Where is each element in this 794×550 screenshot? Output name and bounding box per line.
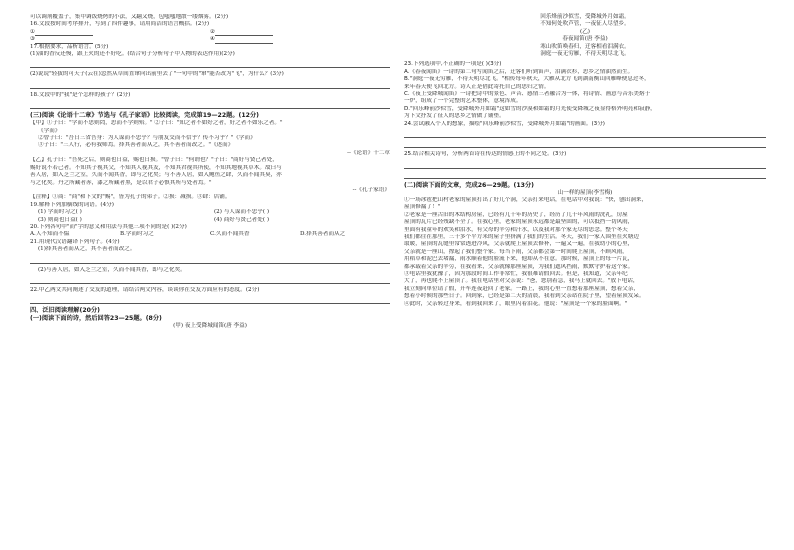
section-4-heading: 四、泛旧阅读理解(20分) [30,307,100,315]
option-b[interactable]: B.学而时习之 [120,231,154,238]
paragraph-line: 都承载着父亲的辛劳，在我看来，父亲就像那座屋顶，为我们遮风挡雨，默默守护着这个家。 [404,263,634,270]
poem-yi-label: (乙) [580,28,590,35]
q19-items-2: (3) 则商也日益( ) (4) 商好与贤己者处( ) [38,216,270,223]
poem-yi-line-2: 洞庭一夜无穷雁，不待天明尽北飞。 [540,51,630,58]
text-yi-2: 赐好说不若己者。不知其子视其父，不知其人视其友，不知其君视其所使，不知其地视其草木。故曰与 [30,164,282,171]
paragraph-line: 父亲就是一座山，撑起了我们整个家。每当下雨，父亲都会第一时间爬上屋顶，不顾风雨， [404,248,628,255]
paragraph-line: 我们都住在那里，三十多个平方米的屋子里挤满了我们的生活。冬天，我们一家人围坐在火塘边 [404,233,639,240]
q23-option-d-cont: 为下文抒发了征人的思乡之情做了铺垫。 [404,113,505,120]
text-jia-1: 【甲】①子曰："学而不思则罔，思而不学则殆。" ②子曰："知之者不如好之者，好之者不如乐之者。" [30,120,283,127]
poem-jia-title: (甲) 夜上受降城闻笛(唐 李益) [173,323,247,330]
q16-answers-1: ① ② [30,29,390,36]
paragraph-line: 用稻草和泥巴去堵漏，雨水顺着他的脸流下来，他却从不在意。那时候，屋顶上的每一片瓦， [404,256,634,263]
q23-option-b[interactable]: B."洞庭一夜无穷雁，不待天明尽北飞。"相传每年秋天，大雁从北方飞到湖南衡山回雁峰便息过冬， [404,76,650,83]
text-yi-4: 与之化矣。丹之所藏者赤，漆之所藏者黑，是以君子必慎其所与处者焉。" [30,179,212,186]
annotation: 【注释】①商："商"和下文的"赐"，皆为孔子的弟子。②损：减损。③肆：店铺。 [30,194,231,201]
right-column [404,14,766,308]
q23-option-b-cont: 来年春天便飞回北方。诗人正是借此寄托自己的思归之情。 [404,83,550,90]
text-jia-2: 《学而》 [38,127,61,134]
option-d[interactable]: D.择其善者而从之 [300,231,346,238]
section-3-heading: (三)阅读《论语十二章》节选与《孔子家语》比较阅读，完成第19—22题。(12分) [30,112,259,120]
text-jia-source: --《论语》十二章 [347,149,390,156]
question-22: 22.甲乙两文共同阐述了交友的道理，请结合两文内容，谈谈你在交友方面应有的态度。(2分) [30,286,260,293]
q23-option-c-cont: 一炉，组成了一个完整的艺术整体，意境浑成。 [404,98,522,105]
q23-option-c[interactable]: C.《夜上受降城闻笛》一诗把诗中的景色、声音、感情三者融合为一体，将诗情、画意与音乐美熔于 [404,91,651,98]
answer-line[interactable] [404,138,766,148]
paragraph-line: 里面有我童年的欢笑和泪水，有父母的辛劳和汗水，以及我对那个家无尽的思念。整个冬天 [404,226,628,233]
question-20: 20.下列各句中"而"字的意义和用法与其他三项不同的是( )(2分) [30,223,187,230]
question-23: 23.下列选项中,不正确的一项是( )(3分) [404,61,502,68]
text-yi-3: 善人居，如入芝兰之室，久而不闻其香，即与之化矣；与不善人居，如入鲍鱼之肆，久而不闻其臭，亦 [30,172,282,179]
answer-line[interactable] [404,159,766,169]
question-21: 21.用现代汉语翻译下列句子。(4分) [30,238,120,245]
section-4-1-heading: (一)阅读下面的诗，然后回答23—25题。(8分) [30,315,162,323]
left-column [30,14,390,331]
paragraph-line: 大了，再也爬不上屋顶了。我在电话里对父亲说："爸，您别着急，我马上就回去。"放下电话， [404,278,639,285]
q23-option-a[interactable]: A.《春夜闻笛》一诗的第二句写闻笛之后，迁客们听到笛声，泪满衣衫，思乡之情油然而生。 [404,68,634,75]
answer-line[interactable] [30,254,390,264]
question-19: 19.解释下列加横线的词语。(4分) [30,201,114,208]
answer-blank[interactable] [35,29,93,36]
q16-answers-2: ③ ④ [30,36,390,43]
passage-end: 可以调剂覆盖子，集中调饭烧烤的小法，又翻又烧，包嗤嗤地散一缕烟雾。(2分) [30,14,229,20]
text-yi-1: 【乙】孔子曰："吾死之后，则商也日益，赐也日损。"曾子曰："何谓也？"子曰："商好与贤己者处， [30,157,278,164]
question-17-1: (1)油的香反还慢，跟上火的还不好吃。(结合句子分析句子中人物的表达作用)(2分) [30,51,235,58]
answer-blank[interactable] [215,37,273,44]
poem-yi-title: 春夜闻笛(唐 李益) [562,36,608,43]
paragraph-line: ④此时，父亲转过身来，看到我回来了，眼里闪着泪花。他说："屋顶是一个家的脸面啊。" [404,300,628,307]
question-24: 24.尝试融入个人的想象，描绘"回乐峰前沙似雪，受降城外月如霜"的画面。(3分) [404,120,605,127]
q23-option-d[interactable]: D."回乐峰前沙似雪，受降城外月如霜"这如雪的沙漠和如霜的月光使受降城之夜显得格外明亮和寂静， [404,105,656,112]
section-2-heading: (二)阅读下面的文章，完成26—29题。(13分) [404,181,534,189]
answer-line[interactable] [30,99,390,109]
poem-jia-line-1: 回乐烽前沙似雪，受降城外月如霜。 [540,14,630,20]
text-yi-source: --《孔子家语》 [352,186,390,193]
question-25: 25.结合相关诗句，分析两首诗在传达的情感上的不同之处。(3分) [404,151,567,158]
paragraph-line: 想着小时候的那些日子。回到家，已经是第二天的清晨，我看到父亲站在院子里，望着屋顶发呆。 [404,293,645,300]
question-16: 16.文段按时间考序排开，写到了四件趣事，请用简洁的语言概括。(2分) [30,21,210,28]
question-21-2: (2)与善人居，如入芝兰之室，久而不闻其香，即与之化矣。 [38,266,186,273]
question-21-1: (1)择其善者而从之，其不善者而改之。 [38,246,136,253]
option-a[interactable]: A.人不知而不愠 [30,231,70,238]
option-c[interactable]: C.久而不闻其香 [210,231,250,238]
q19-items-1: (1) 学而时习之( ) (2) 与人谋而不忠乎( ) [38,209,270,216]
question-17: 17.根据要求，品析语言。(5分) [30,43,109,50]
answer-line[interactable] [30,274,390,284]
answer-line[interactable] [404,128,766,138]
q20-options [30,231,390,238]
answer-line[interactable] [30,79,390,89]
paragraph-line: 取暖，屋顶的瓦缝里常常透进冷风，父亲就爬上屋顶去修补，一遍又一遍，在我幼小的心里， [404,241,634,248]
question-17-2: (2)说说"轻拔的可天子(云在)忽然从草间直窜向出前里去了"一句中的"窜"能否改为"飞"，为什么？(3分) [30,71,284,78]
paragraph-line: 屋顶修漏了！" [404,204,441,211]
paragraph-line: ①一场冰雹把山村老家的屋顶打出了好几个洞，父亲打来电话，在电话中对我说："快，刨出洞来， [404,196,648,203]
paragraph-line: 我立刻向单位请了假，开车连夜赶回了老家。一路上，我的心里一直想着那座屋顶，想着父亲， [404,285,639,292]
answer-blank[interactable] [35,37,93,44]
article-title: 山一样的屋顶(李雪梅) [557,189,613,196]
paragraph-line: 屋顶的瓦片已经残缺不全了。在我心里，老家的屋顶永远都是最坚固的，可以抵挡一切风雨， [404,219,634,226]
text-jia-4: ③子曰："三人行，必有我师焉。择其善者而从之，其不善者而改之。"《述而》 [38,142,234,149]
poem-jia-line-2: 不知何处吹芦管，一夜征人尽望乡。 [540,21,630,28]
paragraph-line: ②老家是一座古旧的木结构房屋，已经有几十年的历史了，经历了几十年风雨的洗礼，房屋 [404,211,628,218]
poem-yi-line-1: 寒山吹笛唤春归，迁客相看泪满衣。 [540,43,630,50]
question-18: 18.文段中的"我"是个怎样的孩子？(2分) [30,91,131,98]
answer-line[interactable] [30,294,390,304]
answer-line[interactable] [30,58,390,68]
answer-blank[interactable] [215,29,273,36]
answer-line[interactable] [404,169,766,179]
paragraph-line: ③电话里我犹豫了，因为那段时间工作非常忙，我很难请假回去。但是，我知道，父亲年纪 [404,270,628,277]
text-jia-3: ②曾子曰："吾日三省吾身：为人谋而不忠乎？与朋友交而不信乎？传不习乎？"《学而》 [38,135,256,142]
